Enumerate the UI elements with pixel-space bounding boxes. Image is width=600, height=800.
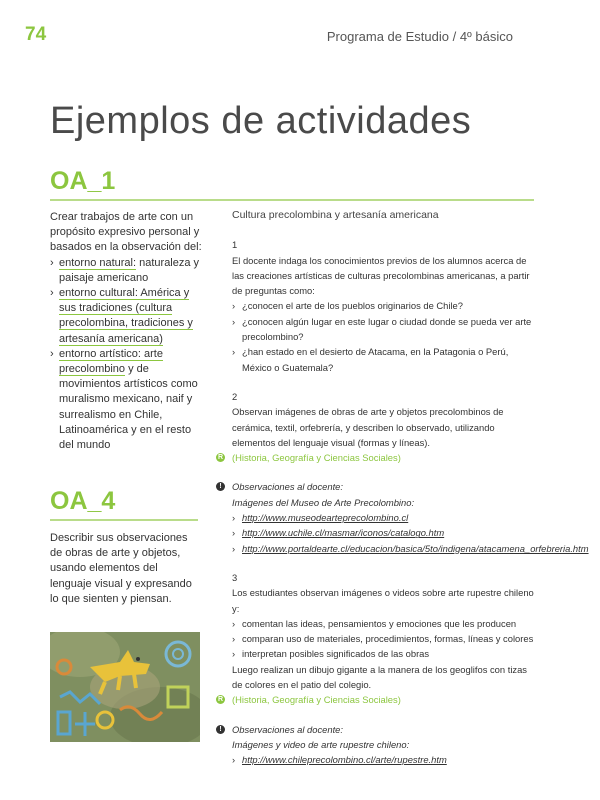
step-3-text: Los estudiantes observan imágenes o videos sobre arte rupestre chileno y: bbox=[232, 587, 534, 614]
step-1-number: 1 bbox=[232, 239, 238, 251]
oa1-item-label: entorno cultural: América y sus tradiciones (cultura precolombina, tradiciones y artesanía americana) bbox=[59, 287, 193, 345]
question-item: › ¿conocen el arte de los pueblos originarios de Chile? bbox=[232, 298, 536, 313]
obs-2-heading-text: Observaciones al docente: bbox=[232, 723, 344, 735]
crossref-icon: R bbox=[217, 696, 224, 704]
oa1-item-label: entorno natural: bbox=[59, 256, 137, 269]
step-3-crossref bbox=[217, 692, 536, 707]
oa1-item-cultural bbox=[50, 286, 202, 347]
link-item bbox=[232, 752, 536, 767]
rupestre-link[interactable]: http://www.chileprecolombino.cl/arte/rupestre.htm bbox=[242, 754, 447, 766]
oa4-heading bbox=[50, 487, 198, 516]
obs-1-heading bbox=[219, 479, 536, 494]
oa1-item-label: entorno artístico: arte precolombino bbox=[59, 347, 163, 376]
link-item bbox=[232, 541, 589, 556]
portaldearte-link[interactable]: http://www.portaldearte.cl/educacion/basica/5to/indigena/atacamena_orfebreria.htm bbox=[242, 542, 589, 554]
step-2-text: Observan imágenes de obras de arte y objetos precolombinos de cerámica, textil, orfebrería, y describen lo observado, utilizando elementos del lenguaje visual (formas y líneas). bbox=[232, 406, 504, 448]
running-header: Programa de Estudio / 4º básico bbox=[326, 29, 513, 44]
step-1-text: El docente indaga los conocimientos previos de los alumnos acerca de las creaciones artísticas de culturas precolombinas americanas, a partir de preguntas como: bbox=[232, 254, 530, 297]
crossref-text: (Historia, Geografía y Ciencias Sociales) bbox=[232, 452, 401, 464]
step-3-item: › interpretan posibles significados de las obras bbox=[232, 646, 536, 661]
step-3-closing: Luego realizan un dibujo gigante a la manera de los geoglifos con tizas de colores en el patio del colegio. bbox=[232, 663, 527, 691]
rock-art-image bbox=[50, 632, 200, 742]
question-item: › ¿conocen algún lugar en este lugar o ciudad donde se pueda ver arte precolombino? bbox=[232, 314, 536, 345]
oa1-objective bbox=[50, 210, 202, 453]
obs-1-links bbox=[232, 510, 589, 556]
observation-icon: ! bbox=[216, 725, 225, 734]
oa1-heading-text: OA_1 bbox=[50, 167, 116, 195]
oa1-item-text: naturaleza y paisaje americano bbox=[59, 256, 200, 284]
question-item: › ¿han estado en el desierto de Atacama, en la Patagonia o Perú, México o Guatemala? bbox=[232, 344, 536, 375]
museum-link[interactable]: http://www.museodearteprecolombino.cl bbox=[242, 512, 409, 524]
oa1-item-natural bbox=[50, 256, 202, 286]
obs-2-heading bbox=[219, 722, 536, 737]
step-3-item: › comentan las ideas, pensamientos y emociones que les producen bbox=[232, 616, 536, 631]
activity-column bbox=[217, 208, 589, 768]
step-3-item: › comparan uso de materiales, procedimientos, formas, líneas y colores bbox=[232, 631, 536, 646]
obs-2-links bbox=[232, 752, 536, 767]
uchile-link[interactable]: http://www.uchile.cl/masmar/iconos/catalogo.htm bbox=[242, 527, 445, 539]
observation-icon: ! bbox=[216, 482, 225, 491]
oa1-intro: Crear trabajos de arte con un propósito expresivo personal y basados en la observación del: bbox=[50, 211, 202, 254]
oa1-heading bbox=[50, 167, 534, 196]
step-2-number: 2 bbox=[232, 390, 238, 402]
crossref-text: (Historia, Geografía y Ciencias Sociales) bbox=[232, 694, 401, 706]
obs-1-heading-text: Observaciones al docente: bbox=[232, 481, 344, 493]
step-1-questions bbox=[232, 298, 536, 374]
oa4-rule bbox=[50, 519, 198, 521]
obs-1-intro: Imágenes del Museo de Arte Precolombino: bbox=[232, 496, 415, 508]
activity-section-title: Cultura precolombina y artesanía americana bbox=[232, 209, 439, 221]
oa1-item-artistico bbox=[50, 347, 202, 453]
oa1-rule bbox=[50, 199, 534, 201]
oa1-list bbox=[50, 256, 202, 454]
link-item bbox=[232, 525, 536, 540]
step-2-crossref bbox=[217, 450, 536, 465]
page-number: 74 bbox=[25, 24, 47, 45]
link-item bbox=[232, 510, 536, 525]
page-title: Ejemplos de actividades bbox=[50, 100, 472, 142]
rock-art-drawing bbox=[50, 632, 200, 742]
oa4-heading-text: OA_4 bbox=[50, 487, 116, 515]
obs-2-intro: Imágenes y video de arte rupestre chileno: bbox=[232, 738, 410, 750]
step-3-items bbox=[232, 616, 536, 662]
step-3-number: 3 bbox=[232, 571, 238, 583]
crossref-icon: R bbox=[217, 454, 224, 462]
oa4-objective: Describir sus observaciones de obras de arte y objetos, usando elementos del lenguaje visual y expresando lo que sienten y piensan. bbox=[50, 532, 192, 605]
oa1-item-text: y de movimientos artísticos como muralismo mexicano, naif y surrealismo en Chile, Latinoamérica y en el resto del mundo bbox=[59, 363, 198, 452]
